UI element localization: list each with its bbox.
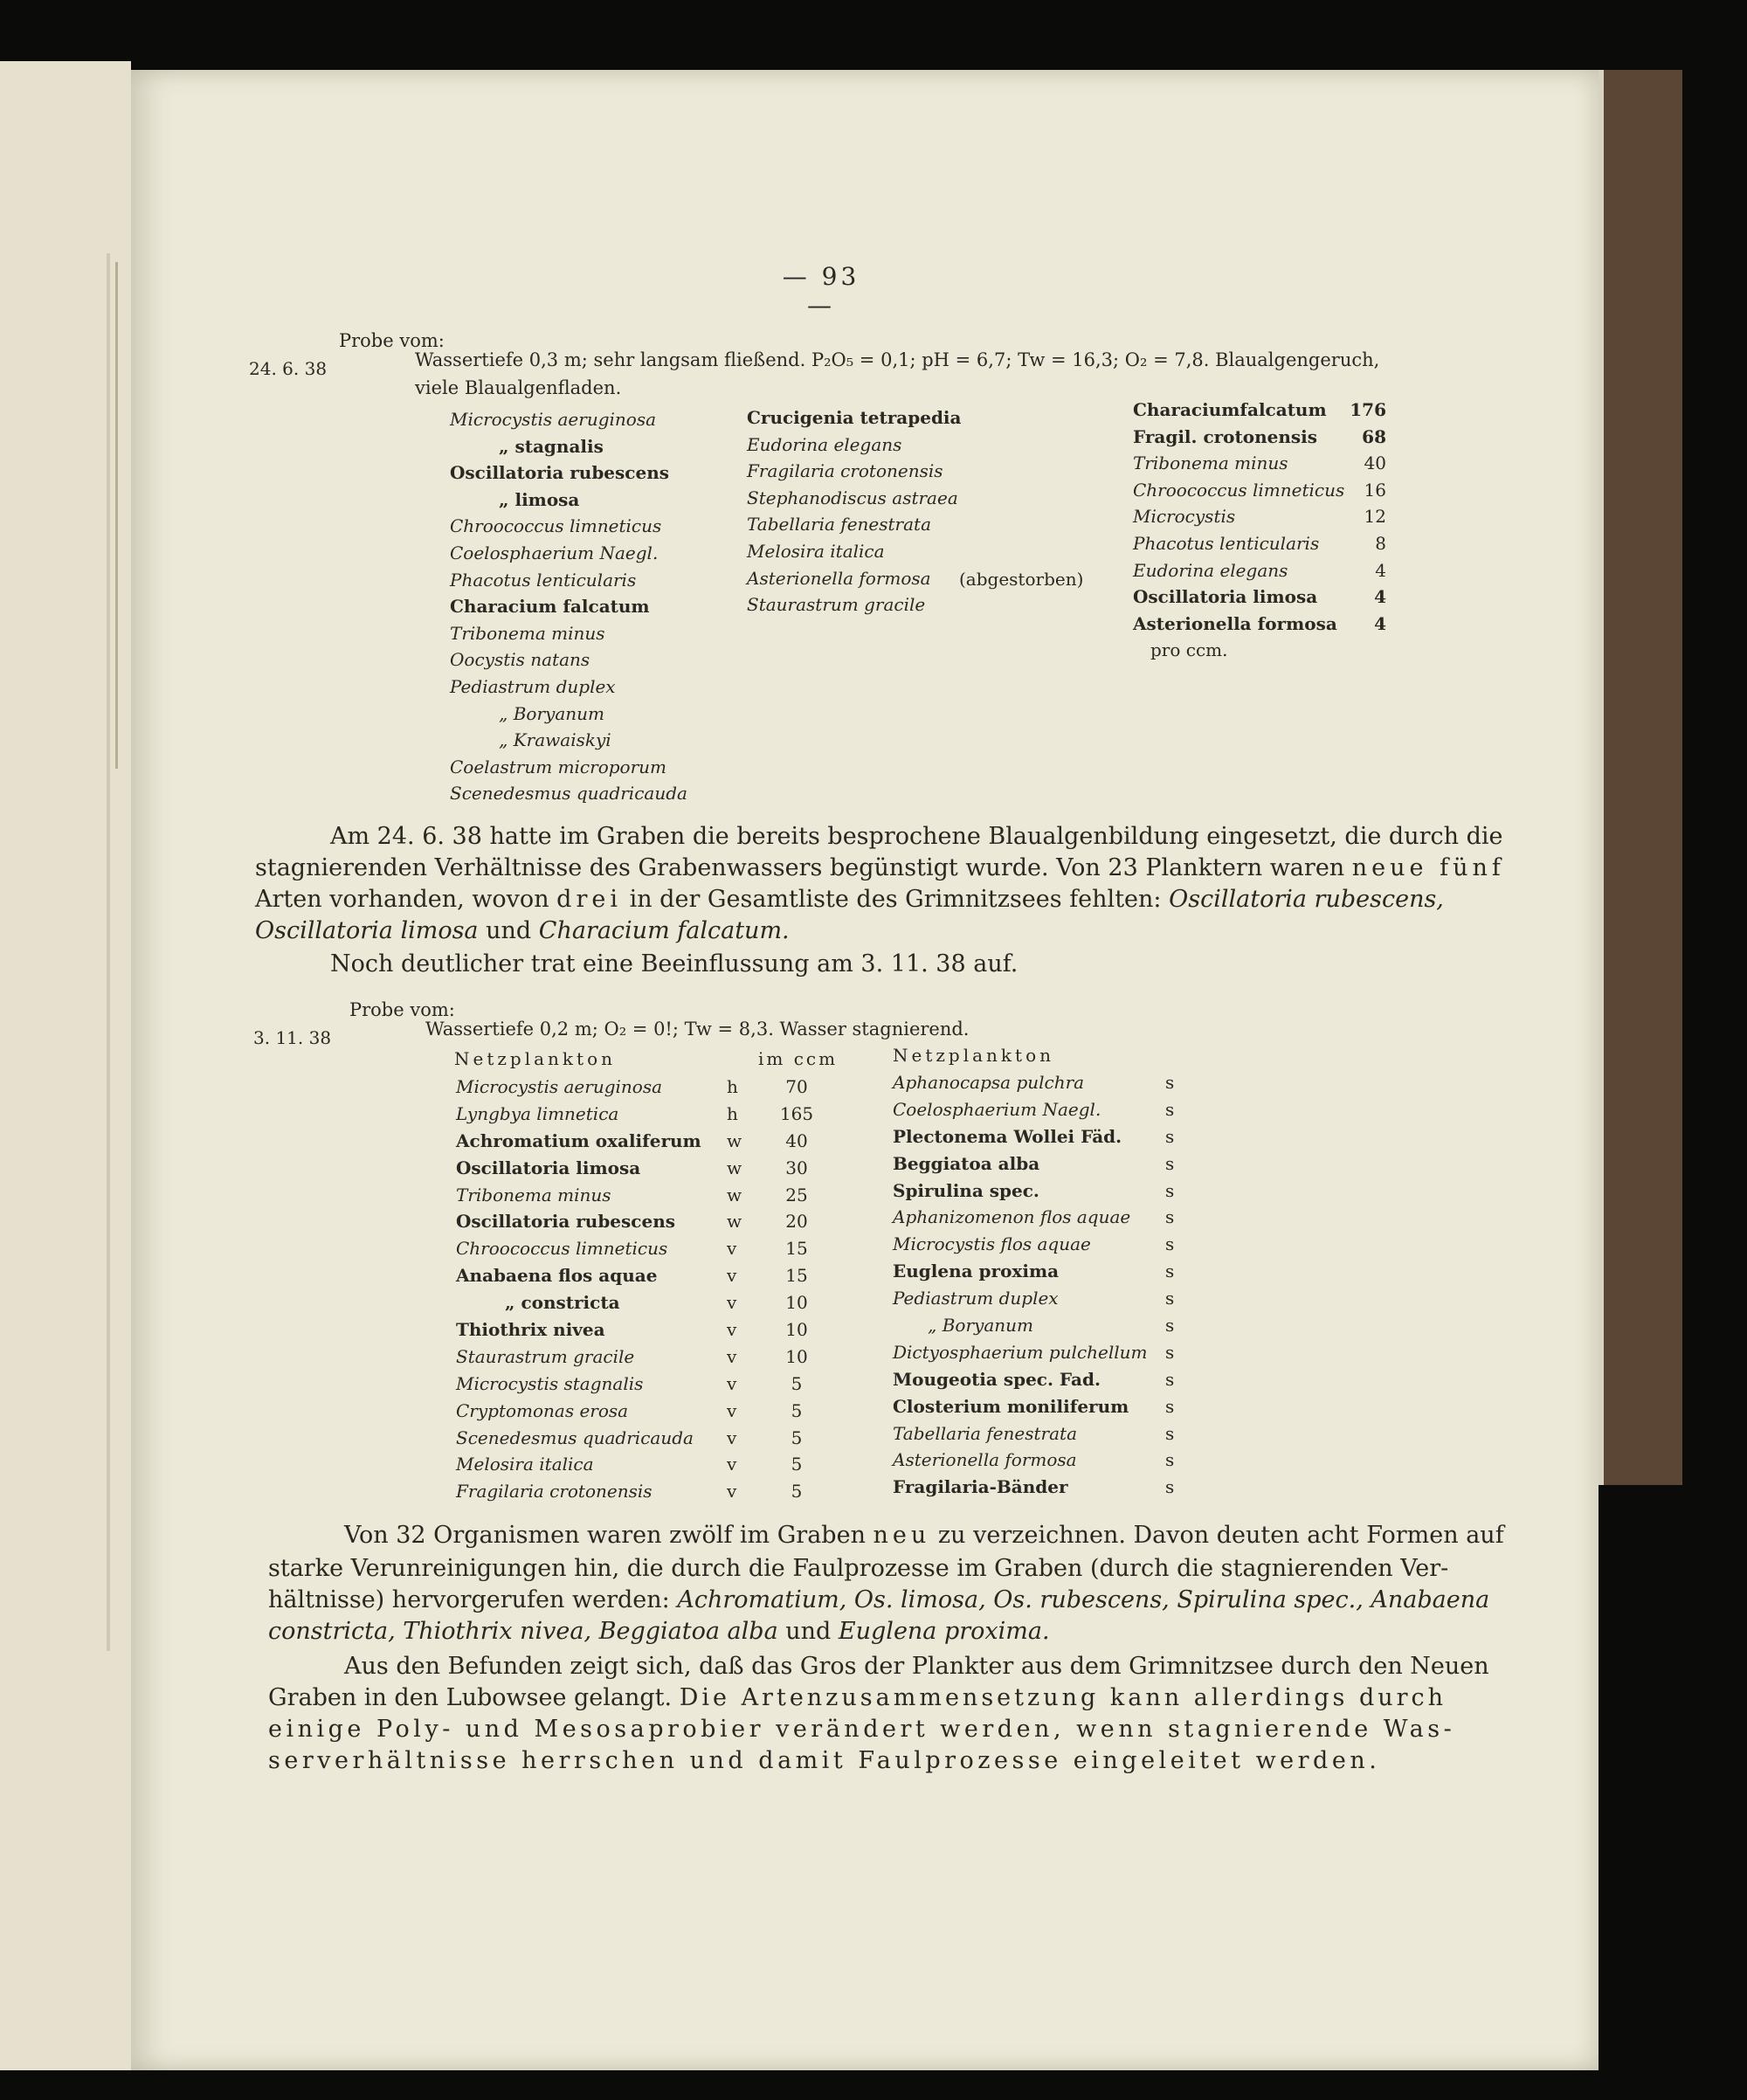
counts-unit: pro ccm. [1150,639,1228,661]
table-row [456,1238,808,1265]
species-ref: Achromatium, Os. limosa, Os. rubescens, Spirulina spec., Anabaena [677,1586,1490,1613]
species: Coelosphaerium Naegl. [450,542,659,563]
frequency: v [727,1319,737,1341]
table-row [893,1233,1190,1261]
frequency: s [1165,1315,1175,1337]
frequency: v [727,1265,737,1287]
count: 5 [791,1372,803,1394]
sample2-left-table [456,1076,814,1508]
species: Fragilaria crotonensis [456,1481,653,1502]
text: in der Gesamtliste des Grimnitzsees fehlten: [629,886,1162,913]
species: Anabaena flos aquae [456,1265,658,1287]
text-line [268,1616,1423,1648]
frequency: v [727,1399,737,1421]
species: „ Boryanum [928,1315,1033,1337]
text-line [255,915,1413,947]
species: Asterionella formosa [893,1449,1077,1471]
table-row [456,1211,808,1238]
table-row [456,1427,805,1454]
count-value: 8 [1375,532,1386,554]
count-row [1133,426,1386,453]
table-row [893,1072,1190,1099]
frequency: w [727,1129,742,1151]
frequency: s [1165,1395,1175,1417]
frequency: s [1165,1072,1175,1093]
frequency: v [727,1292,737,1314]
species: Microcystis aeruginosa [456,1076,663,1097]
species: „ Krawaiskyi [499,729,611,751]
emphasis: neu [873,1522,931,1549]
species: Spirulina spec. [893,1179,1039,1201]
table-row [456,1102,814,1130]
count: 15 [785,1238,808,1260]
table-row [456,1129,808,1157]
table-row [456,1345,808,1373]
species: Oocystis natans [450,649,590,671]
count: 165 [779,1102,814,1124]
species: Chroococcus limneticus [450,515,662,537]
table-row [456,1373,805,1400]
species-ref: Oscillatoria limosa [255,917,479,944]
frequency: s [1165,1261,1175,1282]
table-row [456,1076,808,1103]
species: „ limosa [499,488,580,510]
table-row [893,1153,1190,1180]
species: Chroococcus limneticus [456,1238,668,1260]
table-row [893,1423,1190,1450]
species: Microcystis stagnalis [456,1372,644,1394]
species: „ constricta [505,1292,620,1314]
count: 5 [791,1426,803,1448]
emphasis: Die Artenzusammensetzung kann allerdings durch [679,1684,1447,1711]
count: 5 [791,1454,803,1475]
species: „ stagnalis [499,435,604,457]
count-value: 4 [1374,586,1386,608]
sample1-note: (abgestorben) [959,569,1084,590]
frequency: s [1165,1179,1175,1201]
frequency: v [727,1426,737,1448]
table-row [456,1319,808,1346]
binding-thread [115,262,118,769]
book-cover-edge [1599,70,1682,1485]
text-line: Aus den Befunden zeigt sich, daß das Gros der Plankter aus dem Grimnitzsee durch den Neuen [344,1653,1489,1680]
species: Tribonema minus [456,1184,611,1205]
table-header-right: Netzplankton [893,1045,1054,1066]
table-row [456,1157,808,1185]
table-row [893,1126,1190,1153]
left-page-edge [0,61,131,2070]
table-row [893,1449,1190,1476]
species: Scenedesmus quadricauda [456,1426,694,1448]
species: Oscillatoria rubescens [450,462,669,484]
species: Mougeotia spec. Fad. [893,1368,1101,1390]
frequency: s [1165,1476,1175,1498]
count-row [1133,452,1386,480]
species: Achromatium oxaliferum [456,1129,701,1151]
species: Characium falcatum [450,596,650,618]
count: 25 [785,1184,808,1205]
count-row [1133,480,1386,507]
count-value: 176 [1350,399,1386,420]
text: und [785,1618,832,1645]
species: Pediastrum duplex [893,1288,1059,1309]
species: Beggiatoa alba [893,1152,1040,1174]
paragraph-4-body [268,1682,1456,1777]
frequency: w [727,1157,742,1178]
species-ref: Euglena proxima. [838,1618,1050,1645]
text-line [268,1682,1447,1714]
frequency: s [1165,1152,1175,1174]
table-header-left: Netzplankton [454,1048,616,1069]
sample1-species-col2 [747,407,962,621]
frequency: s [1165,1422,1175,1444]
table-row [893,1180,1190,1207]
text: Von 32 Organismen waren zwölf im Graben [344,1522,866,1549]
emphasis: drei [556,886,622,913]
emphasis: neue fünf [1351,854,1505,881]
frequency: s [1165,1098,1175,1120]
count-row [1133,533,1386,560]
species: Lyngbya limnetica [456,1102,619,1124]
text-line: Noch deutlicher trat eine Beeinflussung am 3. 11. 38 auf. [330,950,1019,977]
table-row [893,1288,1190,1315]
count: 5 [791,1399,803,1421]
table-row [893,1476,1190,1503]
emphasis-line: serverhältnisse herrschen und damit Faulprozesse eingeleitet werden. [268,1747,1381,1774]
species: Dictyosphaerium pulchellum [893,1341,1148,1363]
text: zu verzeichnen. Davon deuten acht Formen auf [937,1522,1504,1549]
page-number: — 93 — [782,262,860,320]
count-row [1133,506,1386,533]
frequency: w [727,1211,742,1233]
species: Microcystis aeruginosa [450,409,657,430]
text-line [344,1520,1504,1551]
text: und [486,917,532,944]
frequency: s [1165,1125,1175,1147]
count: 10 [785,1292,808,1314]
species: Fragilaria-Bänder [893,1476,1068,1498]
paragraph-1-body [255,853,1505,947]
sample1-species-col1 [450,409,687,810]
table-row [893,1369,1190,1396]
text: Graben in den Lubowsee gelangt. [268,1684,673,1711]
species: Closterium moniliferum [893,1395,1129,1417]
sample1-conditions: Wassertiefe 0,3 m; sehr langsam fließend. P₂O₅ = 0,1; pH = 6,7; Tw = 16,3; O₂ = 7,8. Blaualgengeruch, [415,349,1380,370]
count: 15 [785,1265,808,1287]
species-ref: Characium falcatum. [538,917,790,944]
species: Aphanocapsa pulchra [893,1072,1085,1093]
species: Microcystis flos aquae [893,1233,1091,1255]
sample2-date: 3. 11. 38 [253,1027,332,1048]
count-value: 4 [1375,559,1386,581]
count-value: 4 [1374,612,1386,634]
species: Fragilaria crotonensis [747,460,943,482]
species: Pediastrum duplex [450,675,616,697]
count: 10 [785,1345,808,1367]
species-ref: Oscillatoria rubescens, [1169,886,1444,913]
species: Thiothrix nivea [456,1319,605,1341]
species: Coelosphaerium Naegl. [893,1098,1101,1120]
species: Cryptomonas erosa [456,1399,629,1421]
sample1-date: 24. 6. 38 [249,358,328,379]
species: „ Boryanum [499,702,604,724]
paragraph-1 [330,821,1503,853]
frequency: s [1165,1449,1175,1471]
species: Aphanizomenon flos aquae [893,1206,1131,1228]
table-row [893,1206,1190,1233]
text-line [255,884,1444,915]
count-name: Phacotus lenticularis [1133,532,1320,554]
species: Stephanodiscus astraea [747,487,958,508]
count-name: Fragil. crotonensis [1133,425,1318,447]
species: Staurastrum gracile [456,1345,635,1367]
species: Tabellaria fenestrata [747,514,932,535]
frequency: s [1165,1368,1175,1390]
species: Oscillatoria limosa [456,1157,641,1178]
frequency: v [727,1454,737,1475]
count-name: Chroococcus limneticus [1133,479,1345,501]
species: Plectonema Wollei Fäd. [893,1125,1122,1147]
paragraph-3-body [268,1553,1490,1648]
count-name: Microcystis [1133,506,1236,528]
frequency: s [1165,1233,1175,1255]
paragraph-4 [344,1651,1489,1682]
species: Phacotus lenticularis [450,569,637,591]
sample1-label: Probe vom: [339,330,445,351]
species: Staurastrum gracile [747,594,926,616]
text: Arten vorhanden, wovon [255,886,549,913]
count-value: 12 [1364,506,1386,528]
species: Melosira italica [456,1454,594,1475]
count-row [1133,586,1386,613]
count-name: Characiumfalcatum [1133,399,1327,420]
species: Tabellaria fenestrata [893,1422,1078,1444]
frequency: v [727,1345,737,1367]
frequency: h [727,1076,738,1097]
count-row [1133,613,1386,640]
text: hältnisse) hervorgerufen werden: [268,1586,670,1613]
frequency: s [1165,1288,1175,1309]
count: 40 [785,1129,808,1151]
table-row [893,1099,1190,1126]
species-ref: constricta, Thiothrix nivea, Beggiatoa alba [268,1618,778,1645]
count: 70 [785,1076,808,1097]
text-line: Am 24. 6. 38 hatte im Graben die bereits besprochene Blaualgenbildung eingesetzt, die durch die [330,823,1503,850]
frequency: w [727,1184,742,1205]
count-value: 68 [1362,425,1386,447]
species: Melosira italica [747,540,885,562]
text-line [268,1585,1490,1616]
table-header-mid: im ccm [758,1048,839,1069]
count: 30 [785,1157,808,1178]
sample2-conditions: Wassertiefe 0,2 m; O₂ = 0!; Tw = 8,3. Wasser stagnierend. [425,1019,970,1040]
table-row [456,1265,808,1292]
table-row [456,1292,808,1319]
count-name: Asterionella formosa [1133,612,1337,634]
table-row [893,1342,1190,1369]
paragraph-3 [344,1520,1504,1551]
frequency: v [727,1372,737,1394]
table-row [456,1184,808,1212]
species: Tribonema minus [450,622,605,644]
count-value: 16 [1364,479,1386,501]
count-name: Tribonema minus [1133,452,1288,474]
frequency: s [1165,1206,1175,1228]
table-row [456,1481,805,1508]
sample1-conditions-cont: viele Blaualgenfladen. [415,377,622,398]
count: 20 [785,1211,808,1233]
paragraph-2 [330,949,1413,980]
species: Eudorina elegans [747,433,902,455]
count-value: 40 [1364,452,1386,474]
species: Crucigenia tetrapedia [747,407,962,428]
frequency: v [727,1481,737,1502]
table-row [893,1261,1190,1288]
count-row [1133,399,1386,426]
count-row [1133,560,1386,587]
species: Scenedesmus quadricauda [450,783,687,805]
text: stagnierenden Verhältnisse des Grabenwassers begünstigt wurde. Von 23 Planktern waren [255,854,1345,881]
species: Euglena proxima [893,1261,1060,1282]
species: Oscillatoria rubescens [456,1211,675,1233]
text-line: starke Verunreinigungen hin, die durch die Faulprozesse im Graben (durch die stagnierenden Ver- [268,1555,1449,1582]
sample2-right-table [893,1072,1190,1503]
page-gutter [107,253,110,1651]
count-name: Oscillatoria limosa [1133,586,1318,608]
count-name: Eudorina elegans [1133,559,1288,581]
sample1-counts [1133,399,1386,667]
table-row [893,1315,1190,1342]
frequency: h [727,1102,738,1124]
table-row [456,1454,805,1481]
table-row [893,1396,1190,1423]
species: Coelastrum microporum [450,756,666,777]
count: 5 [791,1481,803,1502]
frequency: s [1165,1341,1175,1363]
frequency: v [727,1238,737,1260]
text-line [255,853,1505,884]
sample2-label: Probe vom: [349,999,455,1020]
count: 10 [785,1319,808,1341]
species: Asterionella formosa [747,567,931,589]
emphasis-line: einige Poly- und Mesosaprobier verändert werden, wenn stagnierende Was- [268,1716,1456,1743]
table-row [456,1400,805,1427]
